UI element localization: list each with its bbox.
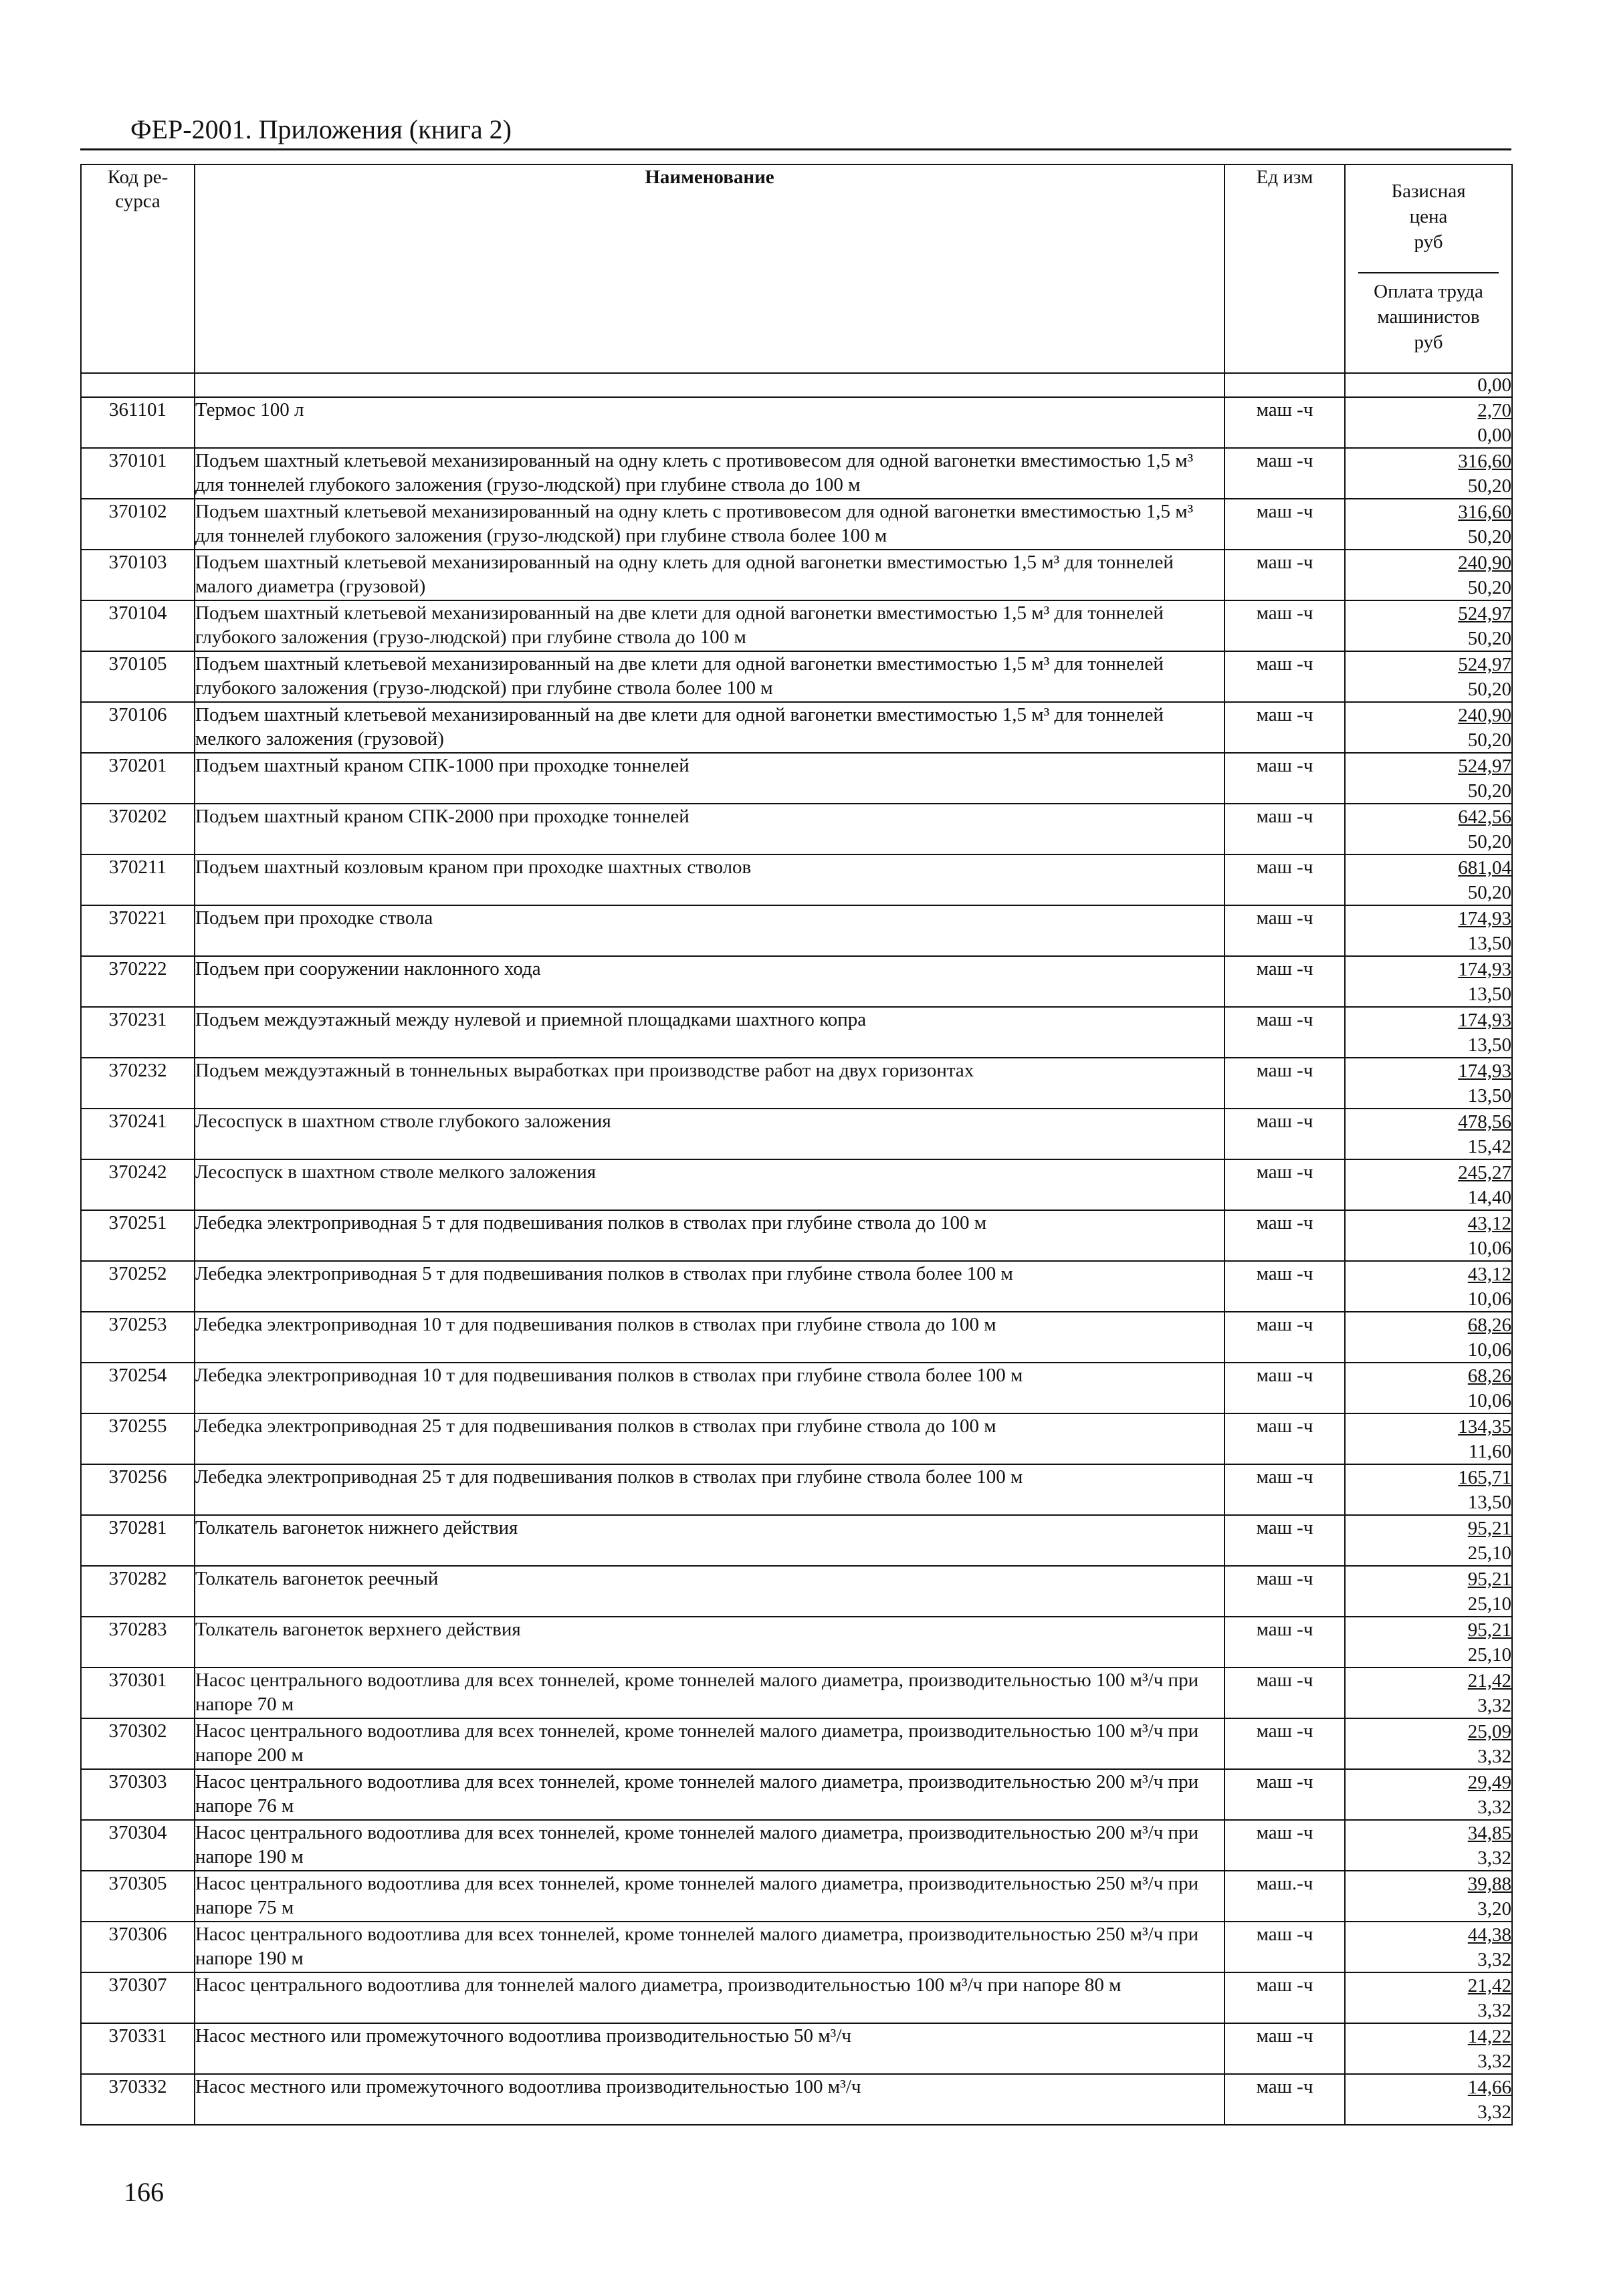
prelude-code-cell — [81, 373, 195, 397]
resource-name: Подъем шахтный краном СПК-1000 при проходке тоннелей — [195, 753, 1225, 804]
base-price: 524,97 — [1458, 603, 1511, 624]
resource-name: Подъем шахтный краном СПК-2000 при проходке тоннелей — [195, 804, 1225, 854]
resource-code: 370282 — [81, 1566, 195, 1617]
table-row-prelude — [81, 373, 1512, 397]
price-cell — [1345, 2074, 1512, 2125]
price-cell — [1345, 448, 1512, 499]
table-row — [81, 702, 1512, 753]
table-row — [81, 804, 1512, 854]
base-price: 43,12 — [1467, 1213, 1511, 1234]
resource-name: Подъем при сооружении наклонного хода — [195, 956, 1225, 1007]
resource-name: Лесоспуск в шахтном стволе мелкого заложения — [195, 1159, 1225, 1210]
resource-code: 370101 — [81, 448, 195, 499]
table-row — [81, 1820, 1512, 1871]
operator-wage: 50,20 — [1467, 729, 1511, 751]
price-cell — [1345, 1007, 1512, 1058]
resource-name: Лебедка электроприводная 10 т для подвешивания полков в стволах при глубине ствола до 100 м — [195, 1312, 1225, 1363]
table-row — [81, 600, 1512, 651]
price-cell — [1345, 550, 1512, 600]
resource-name: Подъем шахтный козловым краном при проходке шахтных стволов — [195, 854, 1225, 905]
operator-wage: 13,50 — [1467, 933, 1511, 954]
table-row — [81, 1769, 1512, 1820]
resource-name: Лебедка электроприводная 25 т для подвешивания полков в стволах при глубине ствола более 100 м — [195, 1464, 1225, 1515]
resource-code: 370242 — [81, 1159, 195, 1210]
resource-code: 370251 — [81, 1210, 195, 1261]
price-cell — [1345, 1464, 1512, 1515]
price-cell — [1345, 1769, 1512, 1820]
operator-wage: 25,10 — [1467, 1542, 1511, 1564]
price-cell — [1345, 1617, 1512, 1668]
operator-wage: 3,20 — [1477, 1898, 1511, 1920]
resource-code: 370281 — [81, 1515, 195, 1566]
operator-wage: 50,20 — [1467, 679, 1511, 700]
resource-code: 370253 — [81, 1312, 195, 1363]
operator-wage: 3,32 — [1477, 1847, 1511, 1869]
resource-name: Насос центрального водоотлива для всех тоннелей, кроме тоннелей малого диаметра, производительностью 100 м³/ч при напоре 70 м — [195, 1668, 1225, 1718]
price-cell — [1345, 1312, 1512, 1363]
resource-code: 370241 — [81, 1109, 195, 1159]
resource-code: 370201 — [81, 753, 195, 804]
resource-code: 370102 — [81, 499, 195, 550]
resource-code: 370104 — [81, 600, 195, 651]
resource-code: 370232 — [81, 1058, 195, 1109]
resource-unit: маш -ч — [1225, 550, 1345, 600]
resource-unit: маш -ч — [1225, 1210, 1345, 1261]
base-price: 29,49 — [1467, 1772, 1511, 1793]
resource-unit: маш -ч — [1225, 448, 1345, 499]
table-row — [81, 1871, 1512, 1922]
resource-unit: маш -ч — [1225, 1566, 1345, 1617]
resource-code: 370211 — [81, 854, 195, 905]
operator-wage: 13,50 — [1467, 1085, 1511, 1107]
table-row — [81, 1007, 1512, 1058]
price-cell — [1345, 1363, 1512, 1413]
resource-name: Лесоспуск в шахтном стволе глубокого заложения — [195, 1109, 1225, 1159]
table-row — [81, 1668, 1512, 1718]
base-price: 68,26 — [1467, 1314, 1511, 1336]
column-header-operator-wage: Оплата труда машинистов руб — [1374, 281, 1483, 353]
resource-name: Насос центрального водоотлива для всех тоннелей, кроме тоннелей малого диаметра, производительностью 100 м³/ч при напоре 200 м — [195, 1718, 1225, 1769]
resource-unit: маш -ч — [1225, 1922, 1345, 1972]
resource-unit: маш -ч — [1225, 1769, 1345, 1820]
price-cell — [1345, 600, 1512, 651]
resource-name: Подъем шахтный клетьевой механизированный на одну клеть с противовесом для одной вагонетки вместимостью 1,5 м³ для тоннелей глубокого заложения (грузо-людской) при глубине ствола более 100 м — [195, 499, 1225, 550]
resource-code: 370105 — [81, 651, 195, 702]
resource-unit: маш -ч — [1225, 1718, 1345, 1769]
table-body — [81, 373, 1512, 2125]
price-cell — [1345, 1668, 1512, 1718]
resource-code: 370222 — [81, 956, 195, 1007]
resource-name: Толкатель вагонеток реечный — [195, 1566, 1225, 1617]
resource-name: Лебедка электроприводная 5 т для подвешивания полков в стволах при глубине ствола более 100 м — [195, 1261, 1225, 1312]
operator-wage: 10,06 — [1467, 1288, 1511, 1310]
table-row — [81, 1617, 1512, 1668]
table-row — [81, 854, 1512, 905]
operator-wage: 3,32 — [1477, 1797, 1511, 1818]
base-price: 642,56 — [1458, 806, 1511, 828]
table-row — [81, 1972, 1512, 2023]
table-row — [81, 1718, 1512, 1769]
base-price: 316,60 — [1458, 501, 1511, 523]
price-cell — [1345, 1261, 1512, 1312]
base-price: 165,71 — [1458, 1467, 1511, 1488]
base-price: 681,04 — [1458, 857, 1511, 879]
resource-unit: маш -ч — [1225, 1617, 1345, 1668]
resource-name: Толкатель вагонеток верхнего действия — [195, 1617, 1225, 1668]
resource-unit: маш -ч — [1225, 2074, 1345, 2125]
operator-wage: 11,60 — [1468, 1441, 1511, 1462]
resource-unit: маш -ч — [1225, 1109, 1345, 1159]
base-price: 21,42 — [1467, 1670, 1511, 1692]
table-row — [81, 1566, 1512, 1617]
operator-wage: 50,20 — [1467, 526, 1511, 548]
operator-wage: 0,00 — [1477, 425, 1511, 446]
resource-name: Подъем шахтный клетьевой механизированный на две клети для одной вагонетки вместимостью 1,5 м³ для тоннелей глубокого заложения (грузо-людской) при глубине ствола более 100 м — [195, 651, 1225, 702]
resource-code: 370303 — [81, 1769, 195, 1820]
resource-unit: маш -ч — [1225, 1007, 1345, 1058]
base-price: 95,21 — [1467, 1619, 1511, 1641]
resource-name: Подъем шахтный клетьевой механизированный на одну клеть с противовесом для одной вагонетки вместимостью 1,5 м³ для тоннелей глубокого заложения (грузо-людской) при глубине ствола до 100 м — [195, 448, 1225, 499]
base-price: 524,97 — [1458, 756, 1511, 777]
operator-wage: 15,42 — [1467, 1136, 1511, 1157]
resource-name: Подъем шахтный клетьевой механизированный на одну клеть для одной вагонетки вместимостью 1,5 м³ для тоннелей малого диаметра (грузовой) — [195, 550, 1225, 600]
price-cell — [1345, 1566, 1512, 1617]
table-row — [81, 550, 1512, 600]
table-row — [81, 397, 1512, 448]
operator-wage: 3,32 — [1477, 2051, 1511, 2072]
resource-name: Насос центрального водоотлива для всех тоннелей, кроме тоннелей малого диаметра, производительностью 250 м³/ч при напоре 75 м — [195, 1871, 1225, 1922]
resource-unit: маш -ч — [1225, 1159, 1345, 1210]
price-cell — [1345, 956, 1512, 1007]
column-header-code — [81, 164, 195, 373]
base-price: 39,88 — [1467, 1873, 1511, 1895]
price-cell — [1345, 1972, 1512, 2023]
table-row — [81, 1413, 1512, 1464]
table-row — [81, 956, 1512, 1007]
price-cell — [1345, 1820, 1512, 1871]
resource-code: 370283 — [81, 1617, 195, 1668]
price-cell — [1345, 397, 1512, 448]
resource-unit: маш -ч — [1225, 905, 1345, 956]
resource-unit: маш -ч — [1225, 1261, 1345, 1312]
base-price: 43,12 — [1467, 1264, 1511, 1285]
table-row — [81, 753, 1512, 804]
resource-name: Насос центрального водоотлива для тоннелей малого диаметра, производительностью 100 м³/ч при напоре 80 м — [195, 1972, 1225, 2023]
operator-wage: 3,32 — [1477, 2000, 1511, 2021]
operator-wage: 13,50 — [1467, 984, 1511, 1005]
resource-unit: маш -ч — [1225, 1413, 1345, 1464]
table-row — [81, 2023, 1512, 2074]
operator-wage: 25,10 — [1467, 1593, 1511, 1615]
base-price: 245,27 — [1458, 1162, 1511, 1183]
resource-code: 370254 — [81, 1363, 195, 1413]
base-price: 21,42 — [1467, 1975, 1511, 1996]
operator-wage: 50,20 — [1467, 628, 1511, 649]
price-cell — [1345, 905, 1512, 956]
resource-name: Подъем шахтный клетьевой механизированный на две клети для одной вагонетки вместимостью 1,5 м³ для тоннелей мелкого заложения (грузовой) — [195, 702, 1225, 753]
resource-code: 370331 — [81, 2023, 195, 2074]
resource-unit: маш -ч — [1225, 397, 1345, 448]
resource-name: Подъем при проходке ствола — [195, 905, 1225, 956]
column-header-price — [1345, 164, 1512, 373]
price-cell — [1345, 804, 1512, 854]
base-price: 174,93 — [1458, 1060, 1511, 1082]
resource-name: Подъем междуэтажный между нулевой и приемной площадками шахтного копра — [195, 1007, 1225, 1058]
operator-wage: 3,32 — [1477, 1695, 1511, 1716]
base-price: 44,38 — [1467, 1924, 1511, 1946]
column-header-base-price: Базисная цена руб — [1391, 181, 1466, 253]
resource-name: Насос местного или промежуточного водоотлива производительностью 100 м³/ч — [195, 2074, 1225, 2125]
table-row — [81, 1312, 1512, 1363]
resource-unit: маш -ч — [1225, 753, 1345, 804]
resource-unit: маш -ч — [1225, 854, 1345, 905]
table-row — [81, 1159, 1512, 1210]
price-cell — [1345, 1515, 1512, 1566]
resource-code: 370202 — [81, 804, 195, 854]
resource-code: 370255 — [81, 1413, 195, 1464]
table-row — [81, 651, 1512, 702]
table-row — [81, 1210, 1512, 1261]
base-price: 316,60 — [1458, 451, 1511, 472]
operator-wage: 3,32 — [1477, 1949, 1511, 1970]
resource-name: Насос местного или промежуточного водоотлива производительностью 50 м³/ч — [195, 2023, 1225, 2074]
table-row — [81, 1109, 1512, 1159]
resource-code: 370332 — [81, 2074, 195, 2125]
operator-wage: 14,40 — [1467, 1187, 1511, 1208]
price-cell — [1345, 1922, 1512, 1972]
operator-wage: 25,10 — [1467, 1644, 1511, 1666]
resource-unit: маш -ч — [1225, 2023, 1345, 2074]
prelude-wage-cell: 0,00 — [1345, 373, 1512, 397]
resource-unit: маш -ч — [1225, 956, 1345, 1007]
base-price: 174,93 — [1458, 1010, 1511, 1031]
base-price: 240,90 — [1458, 552, 1511, 574]
price-cell — [1345, 1159, 1512, 1210]
operator-wage: 50,20 — [1467, 475, 1511, 497]
page-number: 166 — [124, 2177, 164, 2207]
price-cell — [1345, 1871, 1512, 1922]
operator-wage: 50,20 — [1467, 882, 1511, 903]
resource-unit: маш.-ч — [1225, 1871, 1345, 1922]
operator-wage: 10,06 — [1467, 1238, 1511, 1259]
base-price: 478,56 — [1458, 1111, 1511, 1133]
base-price: 34,85 — [1467, 1823, 1511, 1844]
table-row — [81, 1261, 1512, 1312]
operator-wage: 10,06 — [1467, 1390, 1511, 1411]
base-price: 25,09 — [1467, 1721, 1511, 1742]
resource-code: 370106 — [81, 702, 195, 753]
resource-code: 370231 — [81, 1007, 195, 1058]
resource-code: 370301 — [81, 1668, 195, 1718]
operator-wage: 13,50 — [1467, 1034, 1511, 1056]
table-row — [81, 1363, 1512, 1413]
resource-code: 370103 — [81, 550, 195, 600]
resource-code: 370221 — [81, 905, 195, 956]
base-price: 174,93 — [1458, 959, 1511, 980]
resource-unit: маш -ч — [1225, 1820, 1345, 1871]
price-cell — [1345, 753, 1512, 804]
base-price: 14,66 — [1467, 2077, 1511, 2098]
operator-wage: 10,06 — [1467, 1339, 1511, 1361]
resource-unit: маш -ч — [1225, 499, 1345, 550]
table-row — [81, 905, 1512, 956]
resource-name: Подъем междуэтажный в тоннельных выработках при производстве работ на двух горизонтах — [195, 1058, 1225, 1109]
resource-name: Лебедка электроприводная 5 т для подвешивания полков в стволах при глубине ствола до 100 м — [195, 1210, 1225, 1261]
operator-wage: 13,50 — [1467, 1492, 1511, 1513]
base-price: 2,70 — [1477, 400, 1511, 421]
price-cell — [1345, 702, 1512, 753]
resource-unit: маш -ч — [1225, 1312, 1345, 1363]
resource-name: Насос центрального водоотлива для всех тоннелей, кроме тоннелей малого диаметра, производительностью 200 м³/ч при напоре 76 м — [195, 1769, 1225, 1820]
price-cell — [1345, 1109, 1512, 1159]
price-cell — [1345, 1413, 1512, 1464]
base-price: 524,97 — [1458, 654, 1511, 675]
price-cell — [1345, 651, 1512, 702]
resource-name: Насос центрального водоотлива для всех тоннелей, кроме тоннелей малого диаметра, производительностью 250 м³/ч при напоре 190 м — [195, 1922, 1225, 1972]
table-row — [81, 499, 1512, 550]
prelude-name-cell — [195, 373, 1225, 397]
base-price: 174,93 — [1458, 908, 1511, 929]
prelude-unit-cell — [1225, 373, 1345, 397]
price-cell — [1345, 1718, 1512, 1769]
base-price: 14,22 — [1467, 2026, 1511, 2047]
resource-name: Толкатель вагонеток нижнего действия — [195, 1515, 1225, 1566]
price-cell — [1345, 499, 1512, 550]
header-rule — [80, 148, 1511, 150]
resource-unit: маш -ч — [1225, 1464, 1345, 1515]
column-header-unit: Ед изм — [1225, 164, 1345, 373]
resource-code: 370306 — [81, 1922, 195, 1972]
resource-unit: маш -ч — [1225, 651, 1345, 702]
table-row — [81, 1922, 1512, 1972]
resource-code: 370256 — [81, 1464, 195, 1515]
resource-code: 361101 — [81, 397, 195, 448]
resource-unit: маш -ч — [1225, 702, 1345, 753]
column-header-code-text: Код ре- сурса — [107, 166, 169, 212]
resource-name: Термос 100 л — [195, 397, 1225, 448]
resource-code: 370305 — [81, 1871, 195, 1922]
resource-unit: маш -ч — [1225, 600, 1345, 651]
operator-wage: 50,20 — [1467, 831, 1511, 852]
price-cell — [1345, 2023, 1512, 2074]
price-cell — [1345, 1210, 1512, 1261]
document-header: ФЕР-2001. Приложения (книга 2) — [130, 114, 512, 144]
resource-unit: маш -ч — [1225, 1668, 1345, 1718]
base-price: 134,35 — [1458, 1416, 1511, 1438]
table-row — [81, 1464, 1512, 1515]
base-price: 240,90 — [1458, 705, 1511, 726]
table-row — [81, 2074, 1512, 2125]
resource-name: Подъем шахтный клетьевой механизированный на две клети для одной вагонетки вместимостью 1,5 м³ для тоннелей глубокого заложения (грузо-людской) при глубине ствола до 100 м — [195, 600, 1225, 651]
resource-code: 370302 — [81, 1718, 195, 1769]
operator-wage: 50,20 — [1467, 780, 1511, 802]
resource-unit: маш -ч — [1225, 1515, 1345, 1566]
operator-wage: 50,20 — [1467, 577, 1511, 598]
resource-unit: маш -ч — [1225, 1058, 1345, 1109]
price-cell — [1345, 854, 1512, 905]
resource-unit: маш -ч — [1225, 1363, 1345, 1413]
resource-name: Лебедка электроприводная 10 т для подвешивания полков в стволах при глубине ствола более 100 м — [195, 1363, 1225, 1413]
resource-name: Насос центрального водоотлива для всех тоннелей, кроме тоннелей малого диаметра, производительностью 200 м³/ч при напоре 190 м — [195, 1820, 1225, 1871]
table-row — [81, 448, 1512, 499]
resource-code: 370307 — [81, 1972, 195, 2023]
resource-code: 370304 — [81, 1820, 195, 1871]
base-price: 95,21 — [1467, 1569, 1511, 1590]
base-price: 68,26 — [1467, 1365, 1511, 1387]
operator-wage: 3,32 — [1477, 1746, 1511, 1767]
table-header-row — [81, 164, 1512, 373]
table-row — [81, 1515, 1512, 1566]
table-row — [81, 1058, 1512, 1109]
operator-wage: 3,32 — [1477, 2101, 1511, 2123]
column-header-name: Наименование — [195, 164, 1225, 373]
resource-unit: маш -ч — [1225, 804, 1345, 854]
resource-name: Лебедка электроприводная 25 т для подвешивания полков в стволах при глубине ствола до 100 м — [195, 1413, 1225, 1464]
price-cell — [1345, 1058, 1512, 1109]
base-price: 95,21 — [1467, 1518, 1511, 1539]
resource-price-table — [80, 164, 1513, 2126]
resource-code: 370252 — [81, 1261, 195, 1312]
resource-unit: маш -ч — [1225, 1972, 1345, 2023]
